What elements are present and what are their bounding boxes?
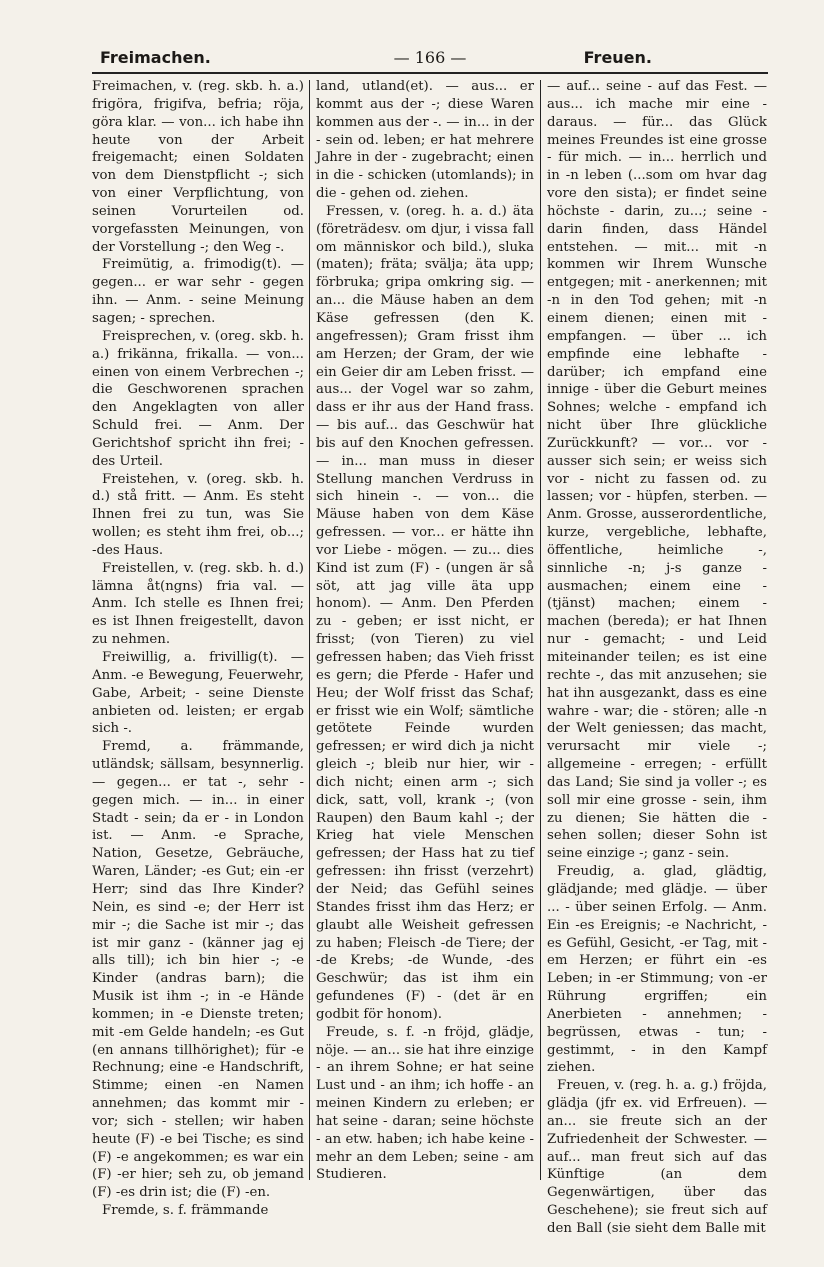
entry-freude-continued: — auf... seine - auf das Fest. — aus... ich mache mir eine - daraus. — für... das Glück meines Freundes ist eine grosse - für mich. — in... herrlich und in -n leben (...som om hvar dag vore den sista); er findet seine höchste - darin, zu...; seine - darin finden, dass Händel entstehen. — mit... mit -n kommen wir Ihrem Wunsche entgegen; mit - anerkennen; mit -n in den Tod gehen; mit -n einem dienen; einen mit - empfangen. — über ... ich empfinde eine lebhafte - darüber; ich empfand eine innige - über die Geburt meines Sohnes; welche - empfand ich nicht über Ihre glückliche Zurückkunft? — vor... vor - ausser sich sein; er weiss sich vor - nicht zu fassen od. zu lassen; vor - hüpfen, sterben. — Anm. Grosse, ausserordentliche, kurze, vergebliche, lebhafte, öffentliche, heimliche -, sinnliche -n; j-s ganze - ausmachen; einem eine - (tjänst) machen; einem - machen (bereda); er hat Ihnen nur - gemacht; - und Leid miteinander teilen; es ist eine rechte -, das mit anzusehen; sie hat ihn ausgezankt, dass es eine wahre - war; die - stören; alle -n der Welt geniessen; das macht, verursacht mir viele -; allgemeine - erregen; - erfüllt das Land; Sie sind ja voller -; es soll mir eine grosse - sein, ihm zu dienen; Sie hätten die - sehen sollen; dieser Sohn ist seine einzige -; ganz - sein. xyxy=(547,79,767,862)
entry-fressen: Fressen, v. (oreg. h. a. d.) äta (företrädesv. om djur, i vissa fall om människor och bild.), sluka (maten); fräta; svälja; äta upp; förbruka; gripa omkring sig. — an... die Mäuse haben an dem Käse gefressen (den K. angefressen); Gram frisst ihm am Herzen; der Gram, der wie ein Geier dir am Leben frisst. — aus... der Vogel war so zahm, dass er ihr aus der Hand frass. — bis auf... das Geschwür hat bis auf den Knochen gefressen. — in... man muss in dieser Stellung manchen Verdruss in sich hinein -. — von... die Mäuse haben von dem Käse gefressen. — vor... er hätte ihn vor Liebe - mögen. — zu... dies Kind ist zum (F) - (ungen är så söt, att jag ville äta upp honom). — Anm. Den Pferden zu - geben; er isst nicht, er frisst; (von Tieren) zu viel gefressen haben; das Vieh frisst es gern; die Pferde - Hafer und Heu; der Wolf frisst das Schaf; er frisst wie ein Wolf; sämtliche getötete Feinde wurden gefressen; er wird dich ja nicht gleich -; bleib nur hier, wir - dich nicht; einen arm -; sich dick, satt, voll, krank -; (von Raupen) den Baum kahl -; der Krieg hat viele Menschen gefressen; der Hass hat zu tief gefressen: ihn frisst (verzehrt) der Neid; das Gefühl seines Standes frisst ihm das Herz; er glaubt alle Weisheit gefressen zu haben; Fleisch -de Tiere; der -de Krebs; -de Wunde, -des Geschwür; das ist ihm ein gefundenes (F) - (det är en godbit för honom). xyxy=(316,203,534,1022)
entry-freisprechen: Freisprechen, v. (oreg. skb. h. a.) frikänna, frikalla. — von... einen von einem Verbrechen -; die Geschworenen sprachen den Angeklagten von aller Schuld frei. — Anm. Der Gerichtshof spricht ihn frei; -des Urteil. xyxy=(92,328,304,469)
entry-freimachen: Freimachen, v. (reg. skb. h. a.) frigöra, frigifva, befria; röja, göra klar. — von... ich habe ihn heute von der Arbeit freigemacht; einen Soldaten von dem Dienstpflicht -; sich von einer Verpflichtung, von seinen Vorurteilen od. vorgefassten Meinungen, von der Vorstellung -; den Weg -. xyxy=(92,79,304,255)
entry-fremd: Fremd, a. främmande, utländsk; sällsam, besynnerlig. — gegen... er tat -, sehr - gegen mich. — in... in einer Stadt - sein; da er - in London ist. — Anm. -e Sprache, Nation, Gesetze, Gebräuche, Waren, Länder; -es Gut; ein -er Herr; sind das Ihre Kinder? Nein, es sind -e; der Herr ist mir -; die Sache ist mir -; das ist mir ganz - (känner jag ej alls till); ich bin hier -; -e Kinder (andras barn); die Musik ist ihm -; in -e Hände kommen; in -e Dienste treten; mit -em Gelde handeln; -es Gut (en annans tillhörighet); für -e Rechnung; eine -e Handschrift, Stimme; einen -en Namen annehmen; das kommt mir - vor; sich - stellen; wir haben heute (F) -e bei Tische; es sind (F) -e angekommen; es war ein (F) -er hier; seh zu, ob jemand (F) -es drin ist; die (F) -en. xyxy=(92,739,304,1201)
entry-freudig: Freudig, a. glad, glädtig, glädjande; med glädje. — über ... - über seinen Erfolg. — Anm. Ein -es Ereignis; -e Nachricht, -es Gefühl, Gesicht, -er Tag, mit -em Herzen; er führt ein -es Leben; in -er Stimmung; von -er Rührung ergriffen; ein Anerbieten - annehmen; - begrüssen, etwas - tun; - gestimmt, - in den Kampf ziehen. xyxy=(547,864,767,1076)
column-right xyxy=(547,78,767,1236)
entry-freiwillig: Freiwillig, a. frivillig(t). — Anm. -e Bewegung, Feuerwehr, Gabe, Arbeit; - seine Dienste anbieten od. leisten; er ergab sich -. xyxy=(92,650,304,737)
entry-freistellen: Freistellen, v. (reg. skb. h. d.) lämna åt(ngns) fria val. — Anm. Ich stelle es Ihnen frei; es ist Ihnen freigestellt, davon zu nehmen. xyxy=(92,560,304,648)
page-number: — 166 — xyxy=(393,48,467,67)
header-left-keyword: Freimachen. xyxy=(100,48,211,67)
running-header xyxy=(92,44,768,70)
entry-freimuetig: Freimütig, a. frimodig(t). — gegen... er war sehr - gegen ihn. — Anm. - seine Meinung sagen; - sprechen. xyxy=(92,257,304,326)
column-divider-1 xyxy=(309,80,310,1180)
entry-fremde: Fremde, s. f. främmande xyxy=(102,1203,269,1219)
entry-freuen: Freuen, v. (reg. h. a. g.) fröjda, glädja (jfr ex. vid Erfreuen). — an... sie freute sich an der Zufriedenheit der Schwester. — auf... man freut sich auf das Künftige (an dem Gegenwärtigen, über das Geschehene); sie freut sich auf den Ball (sie sieht dem Balle mit xyxy=(547,1078,767,1236)
header-right-keyword: Freuen. xyxy=(583,48,652,67)
column-left xyxy=(92,78,304,1219)
column-middle xyxy=(316,78,534,1183)
column-divider-2 xyxy=(540,80,541,1180)
header-rule xyxy=(92,72,768,74)
entry-freude: Freude, s. f. -n fröjd, glädje, nöje. — an... sie hat ihre einzige - an ihrem Sohne; er hat seine Lust und - an ihm; ich hoffe - an meinen Kindern zu erleben; er hat seine - daran; seine höchste - an etw. haben; ich habe keine - mehr an dem Leben; seine - am Studieren. xyxy=(316,1024,534,1183)
entry-fremde-continued: land, utland(et). — aus... er kommt aus der -; diese Waren kommen aus der -. — in... in der - sein od. leben; er hat mehrere Jahre in der - zugebracht; einen in die - schicken (utomlands); in die - gehen od. ziehen. xyxy=(316,79,534,202)
entry-freistehen: Freistehen, v. (oreg. skb. h. d.) stå fritt. — Anm. Es steht Ihnen frei zu tun, was Sie wollen; es steht ihm frei, ob...; -des Haus. xyxy=(92,471,304,558)
